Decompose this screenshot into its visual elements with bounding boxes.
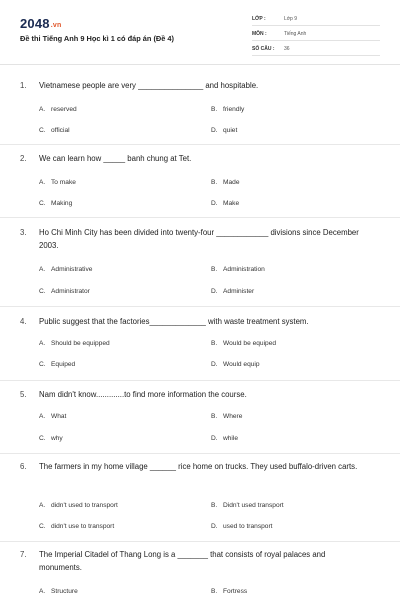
- option-text: Administration: [223, 266, 265, 273]
- option-letter: B.: [211, 266, 218, 273]
- option-text: while: [223, 435, 239, 442]
- meta-value: Tiếng Anh: [284, 31, 307, 37]
- option-text: Would equip: [223, 361, 260, 368]
- option-a[interactable]: [39, 588, 78, 595]
- option-letter: D.: [211, 361, 218, 368]
- option-letter: A.: [39, 340, 46, 347]
- option-b[interactable]: [211, 106, 244, 113]
- option-c[interactable]: [39, 288, 90, 295]
- question-6: [0, 461, 400, 542]
- meta-key: SỐ CÂU :: [252, 46, 275, 52]
- option-letter: C.: [39, 435, 46, 442]
- meta-key: MÔN :: [252, 31, 267, 37]
- option-text: quiet: [223, 127, 238, 134]
- option-text: used to transport: [223, 523, 273, 530]
- option-a[interactable]: [39, 106, 77, 113]
- option-c[interactable]: [39, 361, 75, 368]
- option-letter: D.: [211, 200, 218, 207]
- logo-domain: .vn: [50, 22, 62, 29]
- question-text: Vietnamese people are very _______________ and hospitable.: [39, 81, 259, 90]
- option-letter: A.: [39, 588, 46, 595]
- page-header: [0, 0, 400, 65]
- option-d[interactable]: [211, 361, 260, 368]
- option-letter: D.: [211, 435, 218, 442]
- option-letter: C.: [39, 200, 46, 207]
- question-5: [0, 389, 400, 454]
- question-number: 6.: [20, 462, 27, 471]
- logo-text: 2048: [20, 16, 50, 31]
- exam-meta: [252, 14, 380, 59]
- option-b[interactable]: [211, 588, 247, 595]
- question-number: 4.: [20, 317, 27, 326]
- option-text: What: [51, 413, 67, 420]
- option-letter: B.: [211, 106, 218, 113]
- option-a[interactable]: [39, 413, 66, 420]
- question-2: [0, 153, 400, 218]
- meta-value: Lớp 9: [284, 16, 298, 22]
- option-letter: C.: [39, 523, 46, 530]
- option-a[interactable]: [39, 179, 76, 186]
- option-letter: B.: [211, 340, 218, 347]
- option-b[interactable]: [211, 266, 265, 273]
- option-letter: B.: [211, 502, 218, 509]
- option-a[interactable]: [39, 340, 110, 347]
- question-text-wrap: [20, 461, 370, 474]
- question-text-wrap: [20, 389, 370, 402]
- option-text: Didn't used transport: [223, 502, 284, 509]
- option-c[interactable]: [39, 200, 72, 207]
- option-b[interactable]: [211, 413, 242, 420]
- option-text: Fortress: [223, 588, 248, 595]
- option-letter: A.: [39, 413, 46, 420]
- option-b[interactable]: [211, 179, 240, 186]
- meta-row-class: [252, 14, 380, 26]
- question-text: The Imperial Citadel of Thang Long is a _______ that consists of royal palaces and monuments.: [39, 550, 326, 572]
- option-d[interactable]: [211, 523, 272, 530]
- option-d[interactable]: [211, 200, 239, 207]
- option-text: Equiped: [51, 361, 76, 368]
- question-number: 7.: [20, 550, 27, 559]
- option-text: Would be equiped: [223, 340, 277, 347]
- option-text: Structure: [51, 588, 78, 595]
- option-letter: D.: [211, 127, 218, 134]
- option-text: Should be equipped: [51, 340, 110, 347]
- option-text: official: [51, 127, 70, 134]
- option-text: why: [51, 435, 63, 442]
- question-text: We can learn how _____ banh chung at Tet.: [39, 154, 192, 163]
- option-c[interactable]: [39, 435, 63, 442]
- option-b[interactable]: [211, 502, 284, 509]
- option-text: Administrative: [51, 266, 93, 273]
- question-7: [0, 549, 400, 600]
- option-letter: C.: [39, 288, 46, 295]
- option-letter: C.: [39, 361, 46, 368]
- question-text-wrap: [20, 227, 370, 252]
- option-text: Made: [223, 179, 240, 186]
- option-letter: A.: [39, 502, 46, 509]
- option-letter: D.: [211, 288, 218, 295]
- question-text: Public suggest that the factories_____________ with waste treatment system.: [39, 317, 309, 326]
- option-c[interactable]: [39, 523, 114, 530]
- option-text: Where: [223, 413, 243, 420]
- question-number: 1.: [20, 81, 27, 90]
- option-text: didn't use to transport: [51, 523, 115, 530]
- option-text: Administer: [223, 288, 255, 295]
- question-number: 5.: [20, 390, 27, 399]
- question-text: The farmers in my home village ______ rice home on trucks. They used buffalo-driven carts.: [39, 462, 358, 471]
- option-letter: C.: [39, 127, 46, 134]
- option-text: Making: [51, 200, 73, 207]
- meta-value: 36: [284, 46, 290, 52]
- option-letter: B.: [211, 588, 218, 595]
- option-text: Make: [223, 200, 240, 207]
- question-text-wrap: [20, 316, 370, 329]
- option-letter: D.: [211, 523, 218, 530]
- option-a[interactable]: [39, 266, 92, 273]
- option-c[interactable]: [39, 127, 70, 134]
- page-title: Đề thi Tiếng Anh 9 Học kì 1 có đáp án (Đề 4): [20, 34, 174, 43]
- option-d[interactable]: [211, 288, 254, 295]
- question-text: Nam didn't know.............to find more information the course.: [39, 390, 247, 399]
- site-logo[interactable]: [20, 16, 61, 31]
- meta-row-count: [252, 44, 380, 56]
- question-number: 2.: [20, 154, 27, 163]
- meta-key: LỚP :: [252, 16, 266, 22]
- option-letter: A.: [39, 106, 46, 113]
- question-text-wrap: [20, 80, 370, 93]
- question-number: 3.: [20, 228, 27, 237]
- option-d[interactable]: [211, 127, 237, 134]
- question-4: [0, 316, 400, 381]
- question-3: [0, 227, 400, 307]
- option-text: didn't used to transport: [51, 502, 118, 509]
- question-text-wrap: [20, 549, 370, 574]
- option-d[interactable]: [211, 435, 238, 442]
- option-b[interactable]: [211, 340, 276, 347]
- option-letter: A.: [39, 179, 46, 186]
- question-1: [0, 80, 400, 145]
- option-letter: B.: [211, 179, 218, 186]
- option-text: Administrator: [51, 288, 90, 295]
- meta-row-subject: [252, 29, 380, 41]
- option-letter: B.: [211, 413, 218, 420]
- option-a[interactable]: [39, 502, 118, 509]
- question-text-wrap: [20, 153, 370, 166]
- question-text: Ho Chi Minh City has been divided into twenty-four ____________ divisions since December 2003.: [39, 228, 359, 250]
- option-letter: A.: [39, 266, 46, 273]
- option-text: reserved: [51, 106, 77, 113]
- option-text: friendly: [223, 106, 245, 113]
- option-text: To make: [51, 179, 76, 186]
